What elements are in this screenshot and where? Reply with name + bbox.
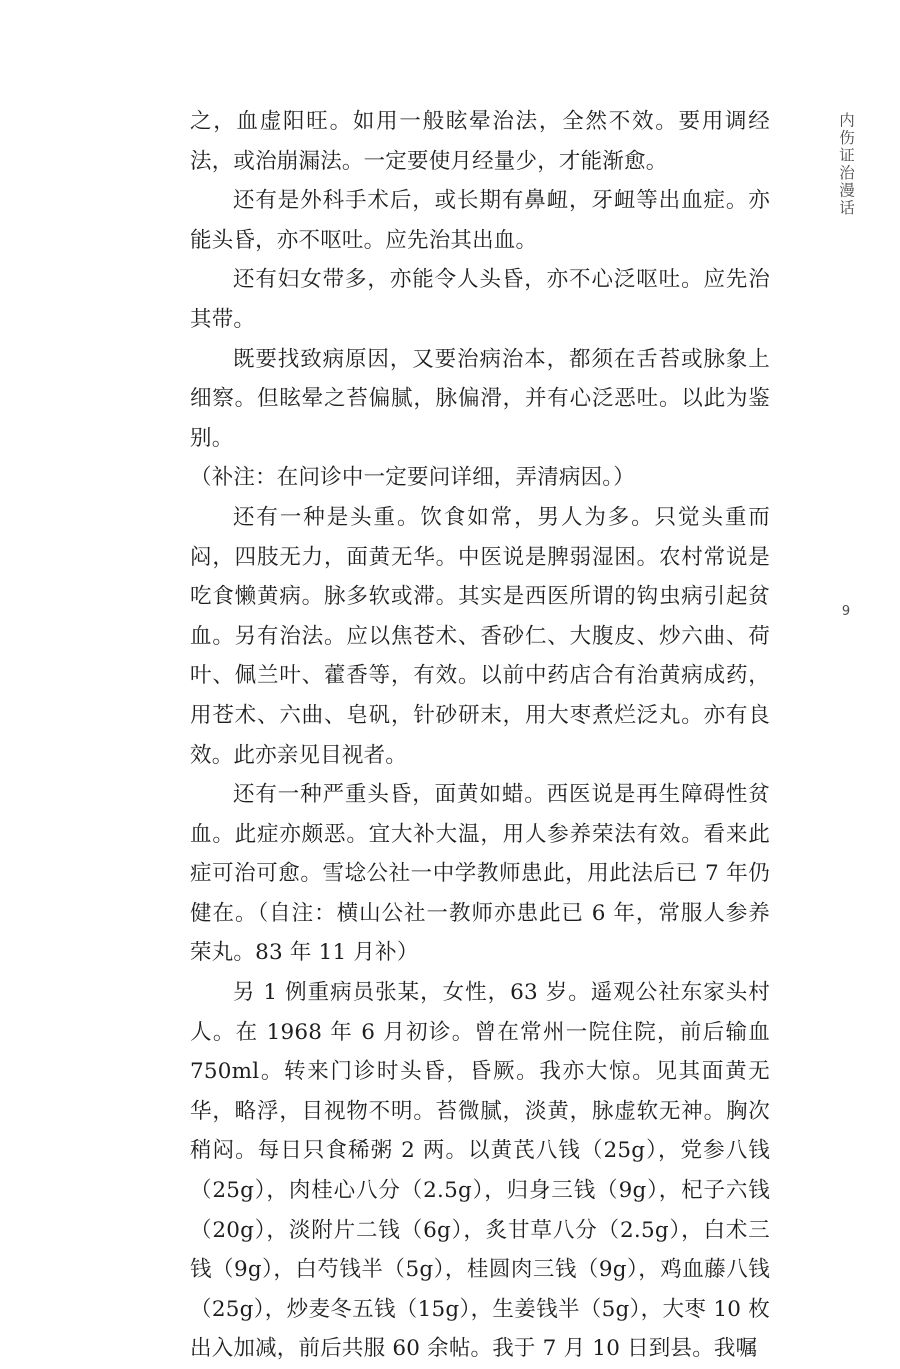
page-number: 9 [841, 604, 851, 619]
body-text [190, 102, 770, 1369]
paragraph-4: 既要找致病原因，又要治病治本，都须在舌苔或脉象上细察。但眩晕之苔偏腻，脉偏滑，并有心泛恶吐。以此为鉴别。 [190, 346, 770, 451]
paragraph-3: 还有妇女带多，亦能令人头昏，亦不心泛呕吐。应先治其带。 [190, 267, 770, 332]
running-header: 内伤证治漫话 [837, 112, 855, 217]
paragraph-2: 还有是外科手术后，或长期有鼻衄，牙衄等出血症。亦能头昏，亦不呕吐。应先治其出血。 [190, 188, 770, 253]
paragraph-5-note: （补注：在问诊中一定要问详细，弄清病因。） [190, 465, 635, 491]
paragraph-8: 另 1 例重病员张某，女性，63 岁。遥观公社东家头村人。在 1968 年 6 月初诊。曾在常州一院住院，前后输血 750ml。转来门诊时头昏，昏厥。我亦大惊。见其面黄无华，略浮，目视物不明。苔微腻，淡黄，脉虚软无神。胸次稍闷。每日只食稀粥 2 两。以黄芪八钱（25g），党参八钱（25g），肉桂心八分（2.5g），归身三钱（9g），杞子六钱（20g），淡附片二钱（6g），炙甘草八分（2.5g），白术三钱（9g），白芍钱半（5g），桂圆肉三钱（9g），鸡血藤八钱（25g），炒麦冬五钱（15g），生姜钱半（5g），大枣 10 枚出入加减，前后共服 60 余帖。我于 7 月 10 日到县。我嘱 [190, 980, 770, 1362]
paragraph-1: 之，血虚阳旺。如用一般眩晕治法，全然不效。要用调经法，或治崩漏法。一定要使月经量少，才能渐愈。 [190, 109, 770, 174]
paragraph-7: 还有一种严重头昏，面黄如蜡。西医说是再生障碍性贫血。此症亦颇恶。宜大补大温，用人参养荣法有效。看来此症可治可愈。雪埝公社一中学教师患此，用此法后已 7 年仍健在。（自注：横山公社一教师亦患此已 6 年，常服人参养荣丸。83 年 11 月补） [190, 782, 770, 966]
paragraph-6: 还有一种是头重。饮食如常，男人为多。只觉头重而闷，四肢无力，面黄无华。中医说是脾弱湿困。农村常说是吃食懒黄病。脉多软或滞。其实是西医所谓的钩虫病引起贫血。另有治法。应以焦苍术、香砂仁、大腹皮、炒六曲、荷叶、佩兰叶、藿香等，有效。以前中药店合有治黄病成药，用苍术、六曲、皂矾，针砂研末，用大枣煮烂泛丸。亦有良效。此亦亲见目视者。 [190, 504, 770, 768]
